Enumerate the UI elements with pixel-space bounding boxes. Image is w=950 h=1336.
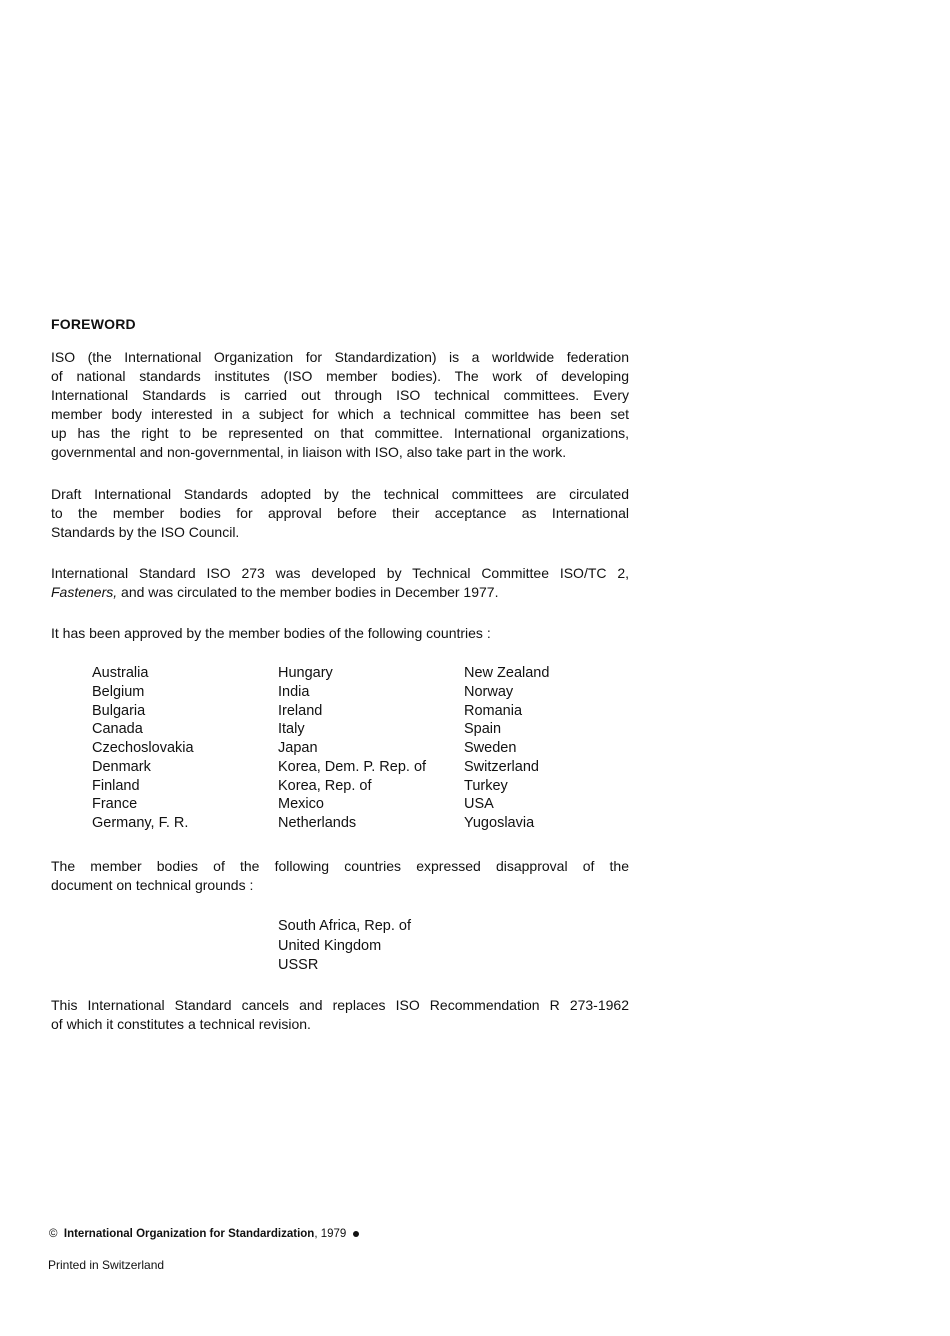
bullet-icon [353,1231,359,1237]
text-line: document on technical grounds : [51,877,254,893]
cancellation-paragraph [51,996,629,1034]
approving-countries-column-1 [92,664,194,833]
text-line: International Standard ISO 273 was developed by Technical Committee ISO/TC 2, [51,565,629,581]
copyright-organization: International Organization for Standardization [63,1228,315,1240]
country-name: Italy [278,721,305,738]
text-line: It has been approved by the member bodies of the following countries : [51,625,491,641]
country-name: Belgium [92,683,145,700]
disapproval-paragraph [51,857,629,895]
country-name: Germany, F. R. [92,815,189,831]
text-line: governmental and non-governmental, in liaison with ISO, also take part in the work. [51,444,567,460]
text-line: member body interested in a subject for which a technical committee has been set [51,406,629,422]
copyright-icon: © [49,1228,58,1240]
text-line: ISO (the International Organization for Standardization) is a worldwide federation [51,349,629,365]
foreword-paragraph-iso-intro [51,348,629,462]
text-line: Standards by the ISO Council. [51,524,240,540]
committee-title-italic: Fasteners, [51,584,118,600]
country-name: Mexico [278,796,324,813]
country-name: Turkey [464,777,508,794]
country-name: Korea, Dem. P. Rep. of [278,758,427,775]
foreword-heading: FOREWORD [51,316,136,332]
country-name: USSR [278,957,319,973]
country-name: France [92,796,138,813]
approving-countries-column-3 [464,664,549,833]
country-name: New Zealand [464,665,550,681]
country-name: Australia [92,665,149,681]
disapproving-countries-list [278,917,411,976]
text-fragment: and was circulated to the member bodies in December 1977. [117,584,499,600]
country-name: Romania [464,702,523,719]
country-name: Spain [464,721,502,738]
text-line: This International Standard cancels and replaces ISO Recommendation R 273-1962 [51,997,629,1013]
printed-location: Printed in Switzerland [48,1258,165,1272]
text-line [51,583,629,602]
foreword-paragraph-development [51,564,629,602]
text-line: of which it constitutes a technical revision. [51,1016,311,1032]
country-name: India [278,683,310,700]
country-name: Switzerland [464,758,539,775]
approving-countries-column-2 [278,664,426,833]
country-name: Hungary [278,665,333,681]
text-line: of national standards institutes (ISO member bodies). The work of developing [51,368,629,384]
copyright-notice [49,1228,359,1240]
country-name: Denmark [92,758,151,775]
country-name: Japan [278,740,318,756]
country-name: United Kingdom [278,937,382,954]
foreword-paragraph-draft-standards [51,485,629,542]
approval-intro [51,624,629,643]
country-name: South Africa, Rep. of [278,918,411,934]
text-line: International Standards is carried out through ISO technical committees. Every [51,387,629,403]
country-name: Ireland [278,702,323,719]
country-name: USA [464,796,494,813]
country-name: Netherlands [278,815,357,831]
country-name: Sweden [464,740,517,756]
country-name: Finland [92,777,140,794]
country-name: Czechoslovakia [92,740,194,756]
copyright-year: , 1979 [314,1228,347,1240]
text-line: to the member bodies for approval before their acceptance as International [51,505,629,521]
text-line: up has the right to be represented on that committee. International organizations, [51,425,629,441]
country-name: Canada [92,721,143,738]
country-name: Norway [464,683,514,700]
country-name: Yugoslavia [464,815,535,831]
country-name: Korea, Rep. of [278,777,372,794]
text-line: The member bodies of the following countries expressed disapproval of the [51,858,629,874]
text-line: Draft International Standards adopted by the technical committees are circulated [51,486,629,502]
country-name: Bulgaria [92,702,146,719]
